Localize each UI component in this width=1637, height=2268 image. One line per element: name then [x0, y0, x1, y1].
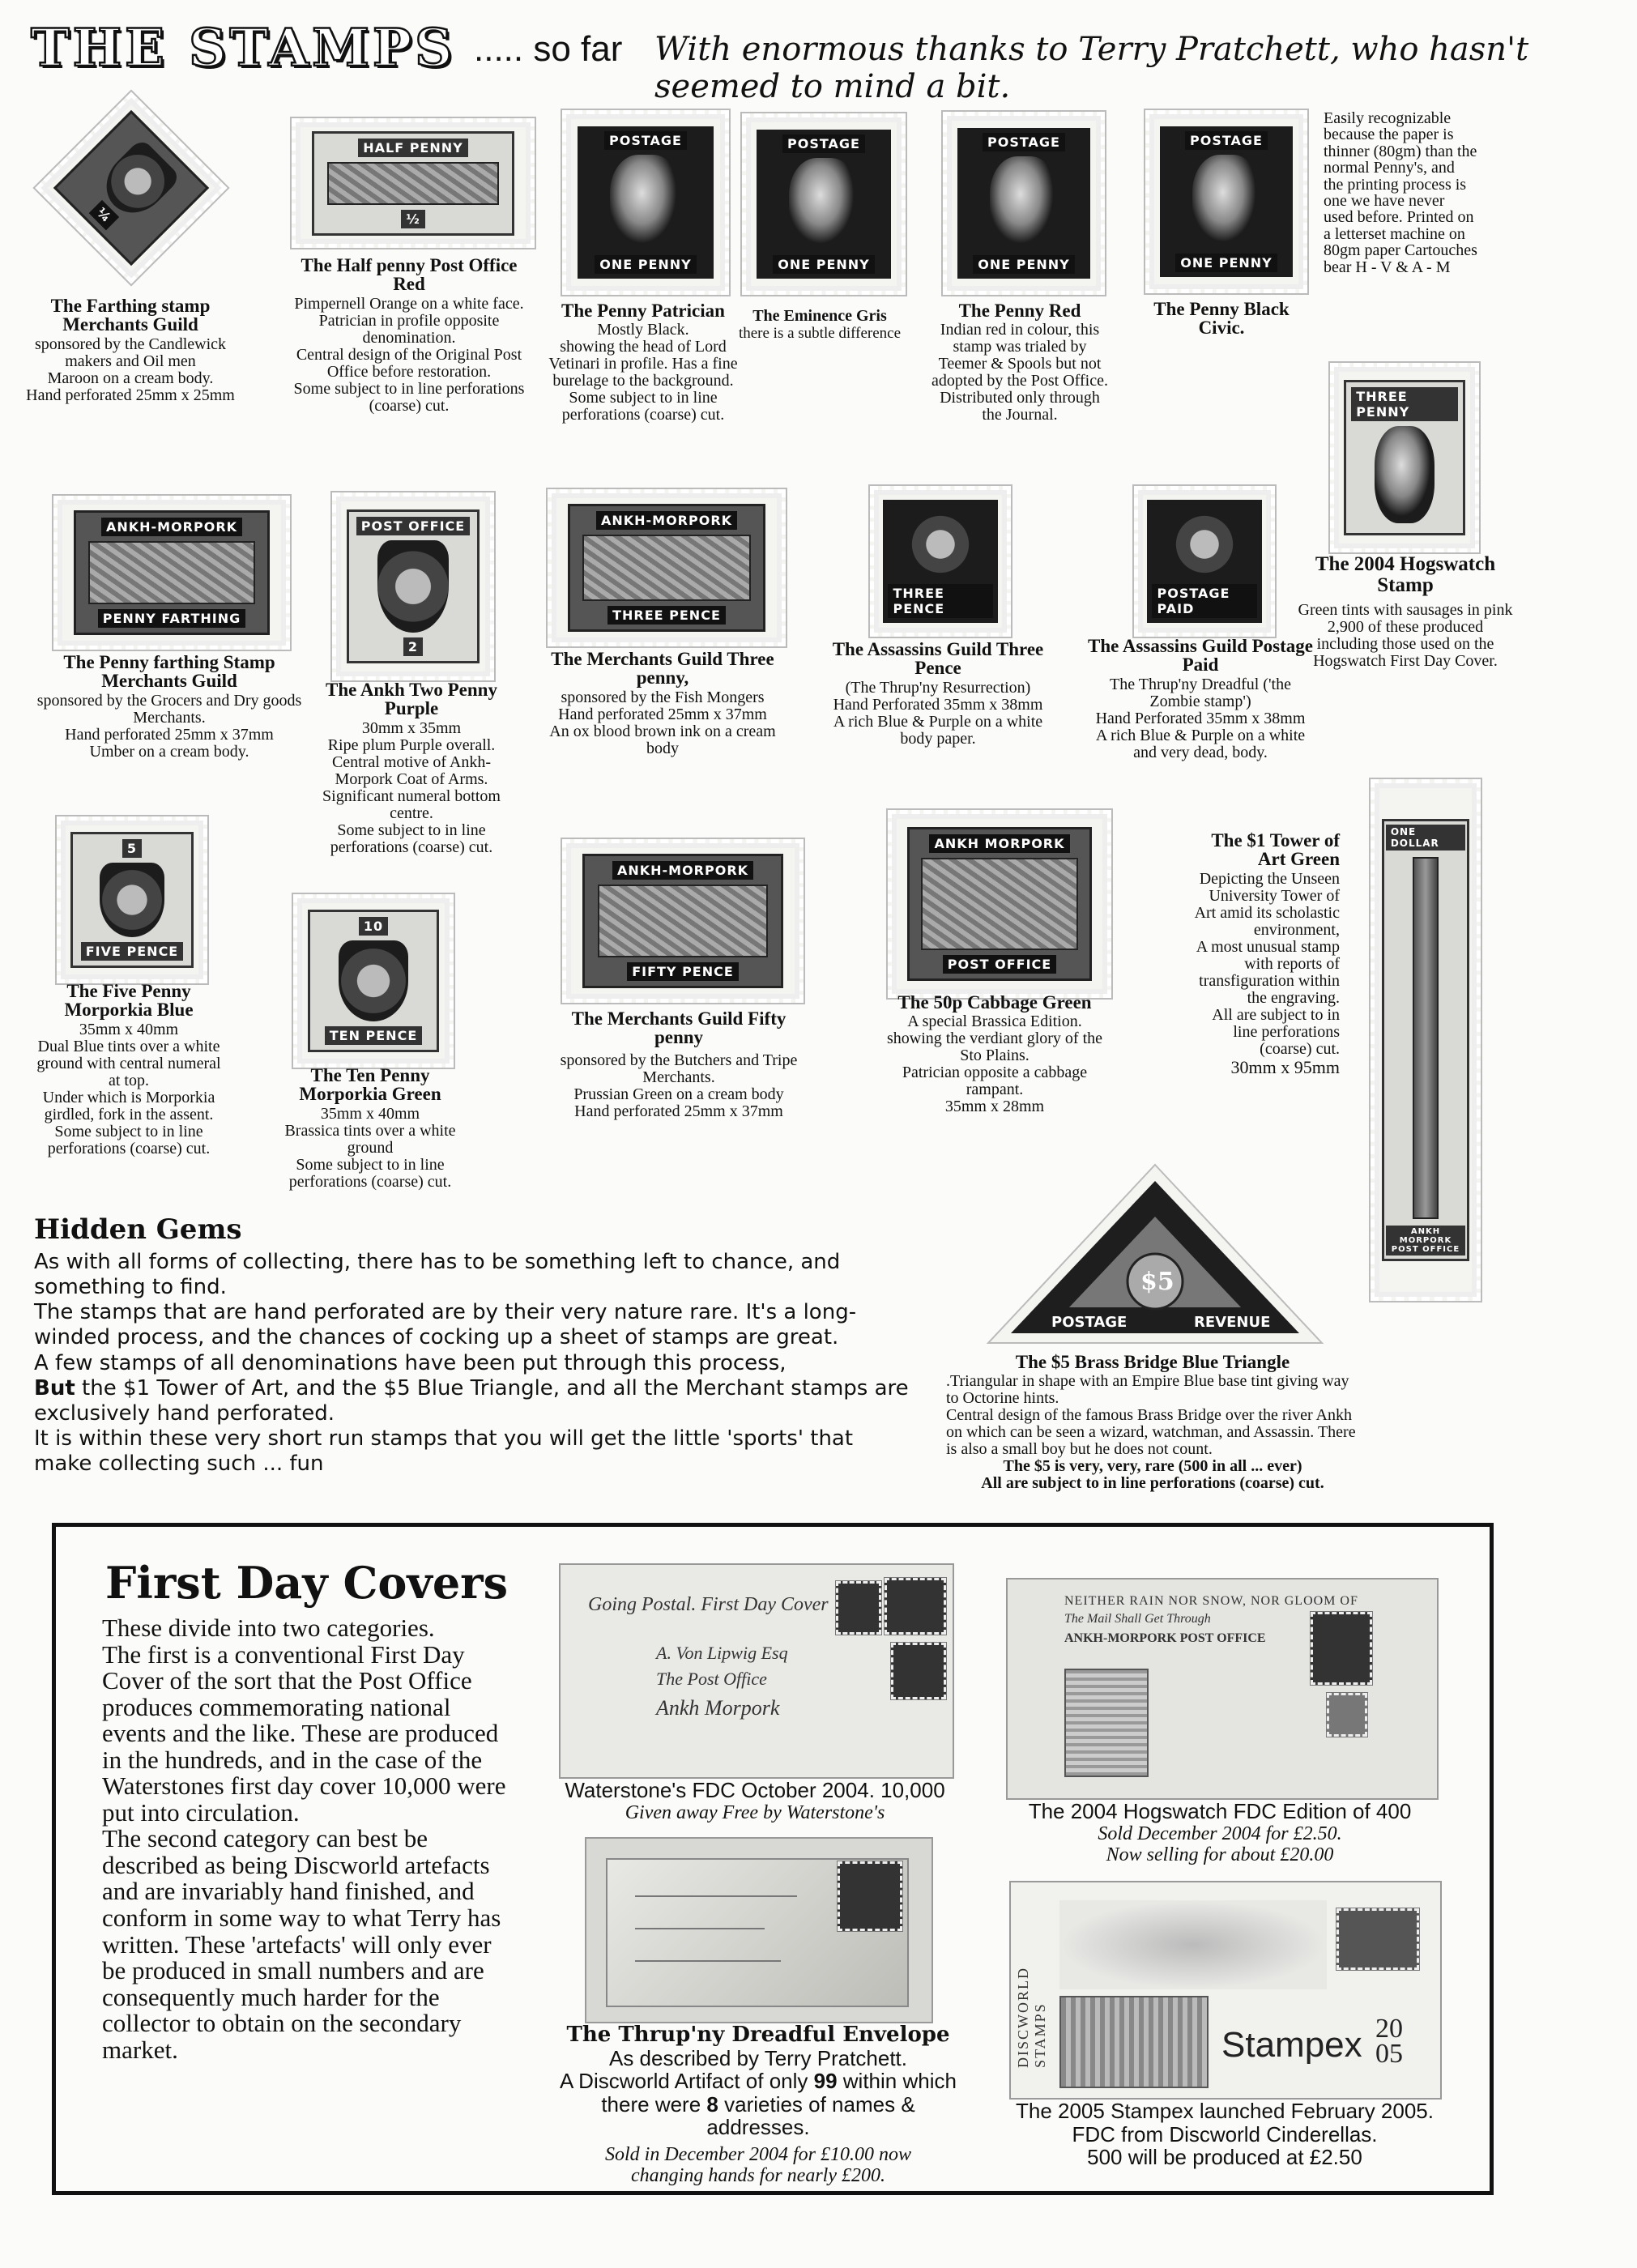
caption-hogswatch-fdc	[993, 1800, 1447, 1865]
caption-ankh-purple	[314, 680, 509, 856]
caption-line: showing the head of Lord Vetinari in profile. Has a fine burelage to the background.	[548, 338, 738, 390]
caption-farthing-title: The Farthing stamp Merchants Guild	[50, 296, 211, 335]
stamp-bottom-label: FIFTY PENCE	[627, 962, 739, 981]
caption-line: Distributed only through the Journal.	[940, 389, 1100, 424]
caption-line: All are subject to in line perforations (coarse) cut.	[1212, 1005, 1340, 1058]
caption-eminence-title: The Eminence Gris	[752, 307, 887, 325]
caption-three-pence-title: The Merchants Guild Three penny,	[551, 649, 774, 688]
caption-hogswatch	[1296, 554, 1515, 670]
stamp-top-label: POSTAGE	[1185, 131, 1268, 150]
stamp-top-label: 10	[359, 917, 388, 936]
caption-line: (The Thrup'ny Resurrection)	[845, 678, 1031, 697]
page-title: THE STAMPS	[31, 18, 456, 79]
stamp-fifty-penny	[562, 839, 804, 1003]
hidden-gems-section	[34, 1213, 917, 1477]
caption-line: Depicting the Unseen University Tower of Art amid its scholastic environment,	[1194, 869, 1340, 939]
caption-sub: Given away Free by Waterstone's	[625, 1801, 885, 1823]
caption-bold-line: All are subject to in line perforations (coarse) cut.	[981, 1474, 1324, 1493]
caption-assassins-three	[818, 640, 1058, 748]
stamp-tower-of-art	[1371, 779, 1481, 1301]
caption-line: .Triangular in shape with an Empire Blue base tint giving way to Octorine hints.	[946, 1372, 1349, 1408]
hidden-gems-p1: As with all forms of collecting, there has to be something left to chance, and something to find.	[34, 1249, 841, 1299]
stamp-top-label: ANKH MORPORK	[929, 834, 1069, 853]
cover-text: NEITHER RAIN NOR SNOW, NOR GLOOM OF	[1064, 1594, 1358, 1608]
fdc-p3: The second category can best be described as being Discworld artefacts and are invariably hand finished, and conform in some way to what Terry has written. These 'artefacts' will only ever be produced in small numbers and are consequently much harder for the collector to obtain on the secondary market.	[102, 1824, 501, 2064]
caption-assassins-paid	[1085, 637, 1315, 761]
caption-halfpenny	[292, 256, 526, 415]
caption-line: Hand perforated 25mm x 37mm	[558, 705, 767, 723]
note-penny-black: Easily recognizable because the paper is thinner (80gm) than the normal Penny's, and the printing process is one we have never used before. Printed on a letterset machine on 80gm paper Cartouches bear H - V & A - M	[1324, 109, 1477, 276]
stamp-brass-bridge-triangle	[982, 1160, 1328, 1349]
caption-triangle-title: The $5 Brass Bridge Blue Triangle	[1015, 1352, 1290, 1372]
caption-cabbage	[883, 993, 1106, 1115]
caption-text: varieties of names & addresses.	[706, 2091, 915, 2140]
stamp-assassins-paid	[1134, 486, 1275, 637]
stamp-eminence-gris	[742, 113, 906, 295]
caption-line: The 2004 Hogswatch FDC Edition of 400	[1028, 1799, 1412, 1823]
caption-line: The 2005 Stampex launched February 2005.	[1015, 2099, 1434, 2123]
caption-line: Prussian Green on a cream body	[573, 1085, 784, 1103]
cover-hogswatch	[1006, 1578, 1439, 1800]
stamp-bottom-label: POSTAGE PAID	[1152, 584, 1256, 618]
caption-line: An ox blood brown ink on a cream body	[549, 722, 776, 757]
caption-line: Hand Perforated 35mm x 38mm	[1095, 709, 1306, 727]
caption-line: 35mm x 40mm	[79, 1020, 179, 1038]
gems-p3-lead: A few stamps of all denominations have been put through this process,	[34, 1350, 787, 1375]
caption-ten-penny	[271, 1066, 470, 1191]
stamp-cabbage	[888, 810, 1111, 998]
caption-line: Umber on a cream body.	[89, 742, 249, 761]
cover-stampex	[1009, 1881, 1442, 2100]
title-so-far: ..... so far	[474, 29, 623, 69]
gems-p3-but: But	[34, 1375, 75, 1400]
stamp-top-label: POSTAGE	[782, 134, 865, 153]
caption-cabbage-title: The 50p Cabbage Green	[897, 992, 1092, 1013]
caption-triangle	[946, 1353, 1359, 1492]
stamp-farthing	[35, 92, 228, 284]
caption-line: Hand Perforated 35mm x 38mm	[833, 695, 1043, 714]
caption-line: Some subject to in line perforations (coarse) cut.	[293, 379, 525, 415]
hidden-gems-p3	[34, 1351, 917, 1427]
caption-stampex	[983, 2100, 1466, 2169]
caption-penny-farthing	[29, 653, 309, 761]
caption-line: Hand perforated 25mm x 37mm	[65, 725, 274, 744]
stamp-triangle-denom: $5	[1140, 1268, 1174, 1296]
caption-line: Patrician opposite a cabbage rampant.	[902, 1064, 1088, 1099]
stamp-penny-patrician	[562, 110, 729, 295]
stamp-bottom-label: ONE PENNY	[1175, 254, 1277, 272]
caption-five-penny	[29, 982, 228, 1157]
caption-line: The Thrup'ny Dreadful ('the Zombie stamp')	[1110, 675, 1291, 710]
caption-line: Some subject to in line perforations (coarse) cut.	[47, 1122, 211, 1157]
caption-sub: Now selling for about £20.00	[1106, 1844, 1334, 1865]
stamp-top-label: 5	[122, 839, 142, 858]
stamp-triangle-left-label: POSTAGE	[1051, 1314, 1128, 1331]
caption-penny-patrician	[543, 301, 744, 424]
caption-penny-patrician-title: The Penny Patrician	[561, 301, 725, 321]
stamp-assassins-three	[870, 486, 1011, 637]
caption-ten-penny-title: The Ten Penny Morporkia Green	[299, 1065, 441, 1105]
stamp-top-label: ONE DOLLAR	[1386, 825, 1465, 850]
stamp-bottom-label: ONE PENNY	[595, 255, 697, 274]
stamp-halfpenny-denom: ½	[401, 210, 425, 228]
stamp-halfpenny	[292, 118, 535, 248]
caption-waterstones	[535, 1779, 975, 1823]
caption-line: Some subject to in line perforations (coarse) cut.	[330, 821, 493, 856]
caption-assassins-three-title: The Assassins Guild Three Pence	[832, 639, 1044, 679]
caption-line: Hand perforated 25mm x 25mm	[26, 386, 235, 404]
cover-text: The Mail Shall Get Through	[1064, 1612, 1211, 1626]
hidden-gems-p2: The stamps that are hand perforated are by their very nature rare. It's a long-winded process, and the chances of cocking up a sheet of stamps are great.	[34, 1300, 857, 1350]
title-thanks: With enormous thanks to Terry Pratchett, who hasn't seemed to mind a bit.	[654, 31, 1529, 105]
caption-text: within which there were	[601, 2069, 957, 2117]
stamp-top-label: ANKH-MORPORK	[101, 518, 242, 536]
stamp-hogswatch	[1330, 363, 1479, 552]
stamp-bottom-label: PENNY FARTHING	[98, 609, 245, 628]
caption-penny-red	[928, 301, 1111, 424]
stamp-ankh-purple	[332, 492, 494, 680]
caption-line: As described by Terry Pratchett.	[608, 2045, 907, 2070]
stamp-top-label: ANKH-MORPORK	[596, 511, 737, 530]
cover-waterstones	[559, 1563, 954, 1779]
caption-line: FDC from Discworld Cinderellas.	[1072, 2121, 1378, 2146]
caption-line: Central design of the Original Post Office before restoration.	[296, 345, 522, 381]
stamp-top-label: POSTAGE	[604, 131, 687, 150]
stamp-three-pence	[548, 489, 786, 646]
fdc-p2: The first is a conventional First Day Cover of the sort that the Post Office produces commemorating national events and the like. These are produced in the hundreds, and in the case of the Waterstones first day cover 10,000 were put into circulation.	[102, 1639, 506, 1827]
caption-line: Hand perforated 25mm x 37mm	[574, 1102, 783, 1120]
stamp-bottom-label: THREE PENCE	[888, 584, 992, 618]
cover-year: 2005	[1375, 2014, 1403, 2069]
caption-three-pence	[541, 650, 784, 757]
stamp-top-label: THREE PENNY	[1351, 387, 1458, 421]
cover-brand: Stampex	[1221, 2025, 1362, 2065]
caption-line: Patrician in profile opposite denomination.	[318, 311, 500, 347]
stamp-bottom-label: TEN PENCE	[325, 1026, 423, 1045]
caption-penny-red-title: The Penny Red	[958, 301, 1081, 321]
caption-line: Central motive of Ankh-Morpork Coat of Arms.	[331, 752, 492, 788]
tower-illustration	[1413, 857, 1439, 1218]
gems-p3-rest: the $1 Tower of Art, and the $5 Blue Triangle, and all the Merchant stamps are exclusively hand perforated.	[34, 1375, 909, 1426]
caption-line: Some subject to in line perforations (coarse) cut.	[288, 1155, 452, 1191]
caption-line: Some subject to in line perforations (coarse) cut.	[561, 389, 725, 424]
stamp-five-penny	[57, 816, 207, 983]
caption-fifty-penny-title: The Merchants Guild Fifty penny	[571, 1008, 787, 1048]
stamp-top-label: POSTAGE	[983, 133, 1065, 151]
cover-thrupny	[585, 1837, 933, 2023]
caption-fifty-penny	[552, 1009, 805, 1120]
caption-penny-black-title: The Penny Black Civic.	[1153, 299, 1290, 339]
cover-text: Ankh Morpork	[656, 1696, 780, 1720]
hidden-gems-title: Hidden Gems	[34, 1213, 242, 1246]
caption-line: Ripe plum Purple overall.	[327, 735, 496, 754]
caption-line: A most unusual stamp with reports of transfiguration within the engraving.	[1196, 937, 1340, 1007]
stamp-halfpenny-label: HALF PENNY	[358, 139, 468, 157]
caption-line: 30mm x 95mm	[1230, 1056, 1340, 1077]
caption-line: Mostly Black.	[597, 321, 689, 339]
caption-line: Dual Blue tints over a white ground with central numeral at top.	[36, 1037, 221, 1089]
caption-five-penny-title: The Five Penny Morporkia Blue	[64, 981, 194, 1021]
caption-line: sponsored by the Grocers and Dry goods Merchants.	[36, 691, 302, 727]
caption-line: 35mm x 40mm	[320, 1104, 420, 1123]
caption-tower	[1194, 831, 1340, 1076]
stamp-bottom-label: ONE PENNY	[973, 255, 1075, 274]
cover-text: ANKH-MORPORK POST OFFICE	[1064, 1631, 1266, 1645]
hidden-gems-p4: It is within these very short run stamps that you will get the little 'sports' that make collecting such ... fun	[34, 1426, 854, 1477]
caption-eminence-gris	[737, 308, 902, 342]
fdc-description	[102, 1615, 507, 2063]
caption-sub: Sold December 2004 for £2.50.	[1098, 1823, 1342, 1844]
stamp-top-label: POST OFFICE	[356, 517, 470, 535]
caption-thrupny	[548, 2023, 969, 2187]
caption-assassins-paid-title: The Assassins Guild Postage Paid	[1088, 636, 1313, 676]
caption-line: A special Brassica Edition. showing the verdiant glory of the Sto Plains.	[886, 1013, 1103, 1065]
cover-text: The Post Office	[656, 1669, 767, 1689]
stamp-penny-black	[1145, 110, 1307, 293]
stamp-ten-penny	[293, 894, 454, 1068]
caption-sub: Sold in December 2004 for £10.00 now	[605, 2143, 911, 2165]
caption-thrupny-title: The Thrup'ny Dreadful Envelope	[566, 2023, 950, 2047]
fdc-p1: These divide into two categories.	[102, 1614, 435, 1642]
cover-text: A. Von Lipwig Esq	[656, 1643, 788, 1663]
caption-halfpenny-title: The Half penny Post Office Red	[301, 255, 518, 295]
caption-line: sponsored by the Candlewick makers and Oil men	[34, 335, 227, 370]
caption-bold-line: The $5 is very, very, rare (500 in all ... ever)	[1003, 1457, 1302, 1476]
caption-hogswatch-title: The 2004 Hogswatch Stamp	[1315, 553, 1496, 596]
caption-number: 8	[706, 2091, 718, 2117]
caption-line: Green tints with sausages in pink	[1298, 601, 1513, 619]
fdc-title: First Day Covers	[105, 1557, 509, 1609]
stamp-bottom-label: POST OFFICE	[943, 955, 1056, 974]
stamp-farthing-label: ¼	[89, 200, 119, 230]
stamp-penny-red	[943, 112, 1105, 295]
caption-ankh-purple-title: The Ankh Two Penny Purple	[326, 680, 497, 719]
caption-line: Pimpernell Orange on a white face.	[294, 294, 524, 313]
caption-line: 35mm x 28mm	[944, 1098, 1045, 1116]
caption-line: Waterstone's FDC October 2004. 10,000	[565, 1778, 945, 1802]
caption-line: Brassica tints over a white ground	[284, 1121, 456, 1157]
caption-thrupny-line2	[548, 2070, 969, 2139]
cover-text: Going Postal. First Day Cover	[588, 1594, 829, 1615]
caption-penny-farthing-title: The Penny farthing Stamp Merchants Guild	[63, 652, 275, 692]
stamp-bottom-label: FIVE PENCE	[81, 942, 183, 961]
caption-line: 30mm x 35mm	[361, 718, 462, 737]
caption-line: Central design of the famous Brass Bridge over the river Ankh on which can be seen a wizard, watchman, and Assassin. There is also a small boy but he does not count.	[946, 1406, 1356, 1459]
caption-tower-title: The $1 Tower of Art Green	[1211, 830, 1340, 870]
stamp-penny-farthing	[53, 496, 290, 650]
caption-penny-black	[1132, 300, 1311, 339]
stamp-top-label: ANKH-MORPORK	[612, 861, 753, 880]
caption-line: Significant numeral bottom centre.	[322, 787, 501, 822]
caption-farthing	[24, 296, 237, 404]
caption-line: 2,900 of these produced including those used on the Hogswatch First Day Cover.	[1313, 618, 1498, 670]
caption-line: sponsored by the Fish Mongers	[561, 688, 765, 706]
caption-line: A rich Blue & Purple on a white body paper.	[833, 712, 1043, 748]
caption-line: Under which is Morporkia girdled, fork in the assent.	[42, 1088, 215, 1123]
stamp-bottom-label: 2	[403, 637, 423, 656]
caption-line: 500 will be produced at £2.50	[1087, 2145, 1362, 2170]
caption-line: A rich Blue & Purple on a white and very dead, body.	[1095, 726, 1306, 761]
cover-side-text: DISCWORLD STAMPS	[1015, 1967, 1048, 2068]
stamp-triangle-right-label: REVENUE	[1194, 1314, 1271, 1331]
caption-number: 99	[813, 2069, 838, 2094]
stamp-bottom-label: THREE PENCE	[607, 606, 726, 625]
caption-text: A Discworld Artifact of only	[560, 2069, 808, 2094]
caption-sub: changing hands for nearly £200.	[631, 2165, 885, 2187]
caption-line: sponsored by the Butchers and Tripe Merchants.	[560, 1051, 798, 1086]
stamp-bottom-label: ANKH MORPORK POST OFFICE	[1386, 1226, 1465, 1256]
caption-line: Maroon on a cream body.	[47, 369, 214, 387]
caption-line: there is a subtle difference	[738, 325, 902, 343]
stamp-bottom-label: ONE PENNY	[773, 255, 875, 274]
caption-line: Indian red in colour, this stamp was trialed by Teemer & Spools but not adopted by the Post Office.	[931, 321, 1108, 390]
